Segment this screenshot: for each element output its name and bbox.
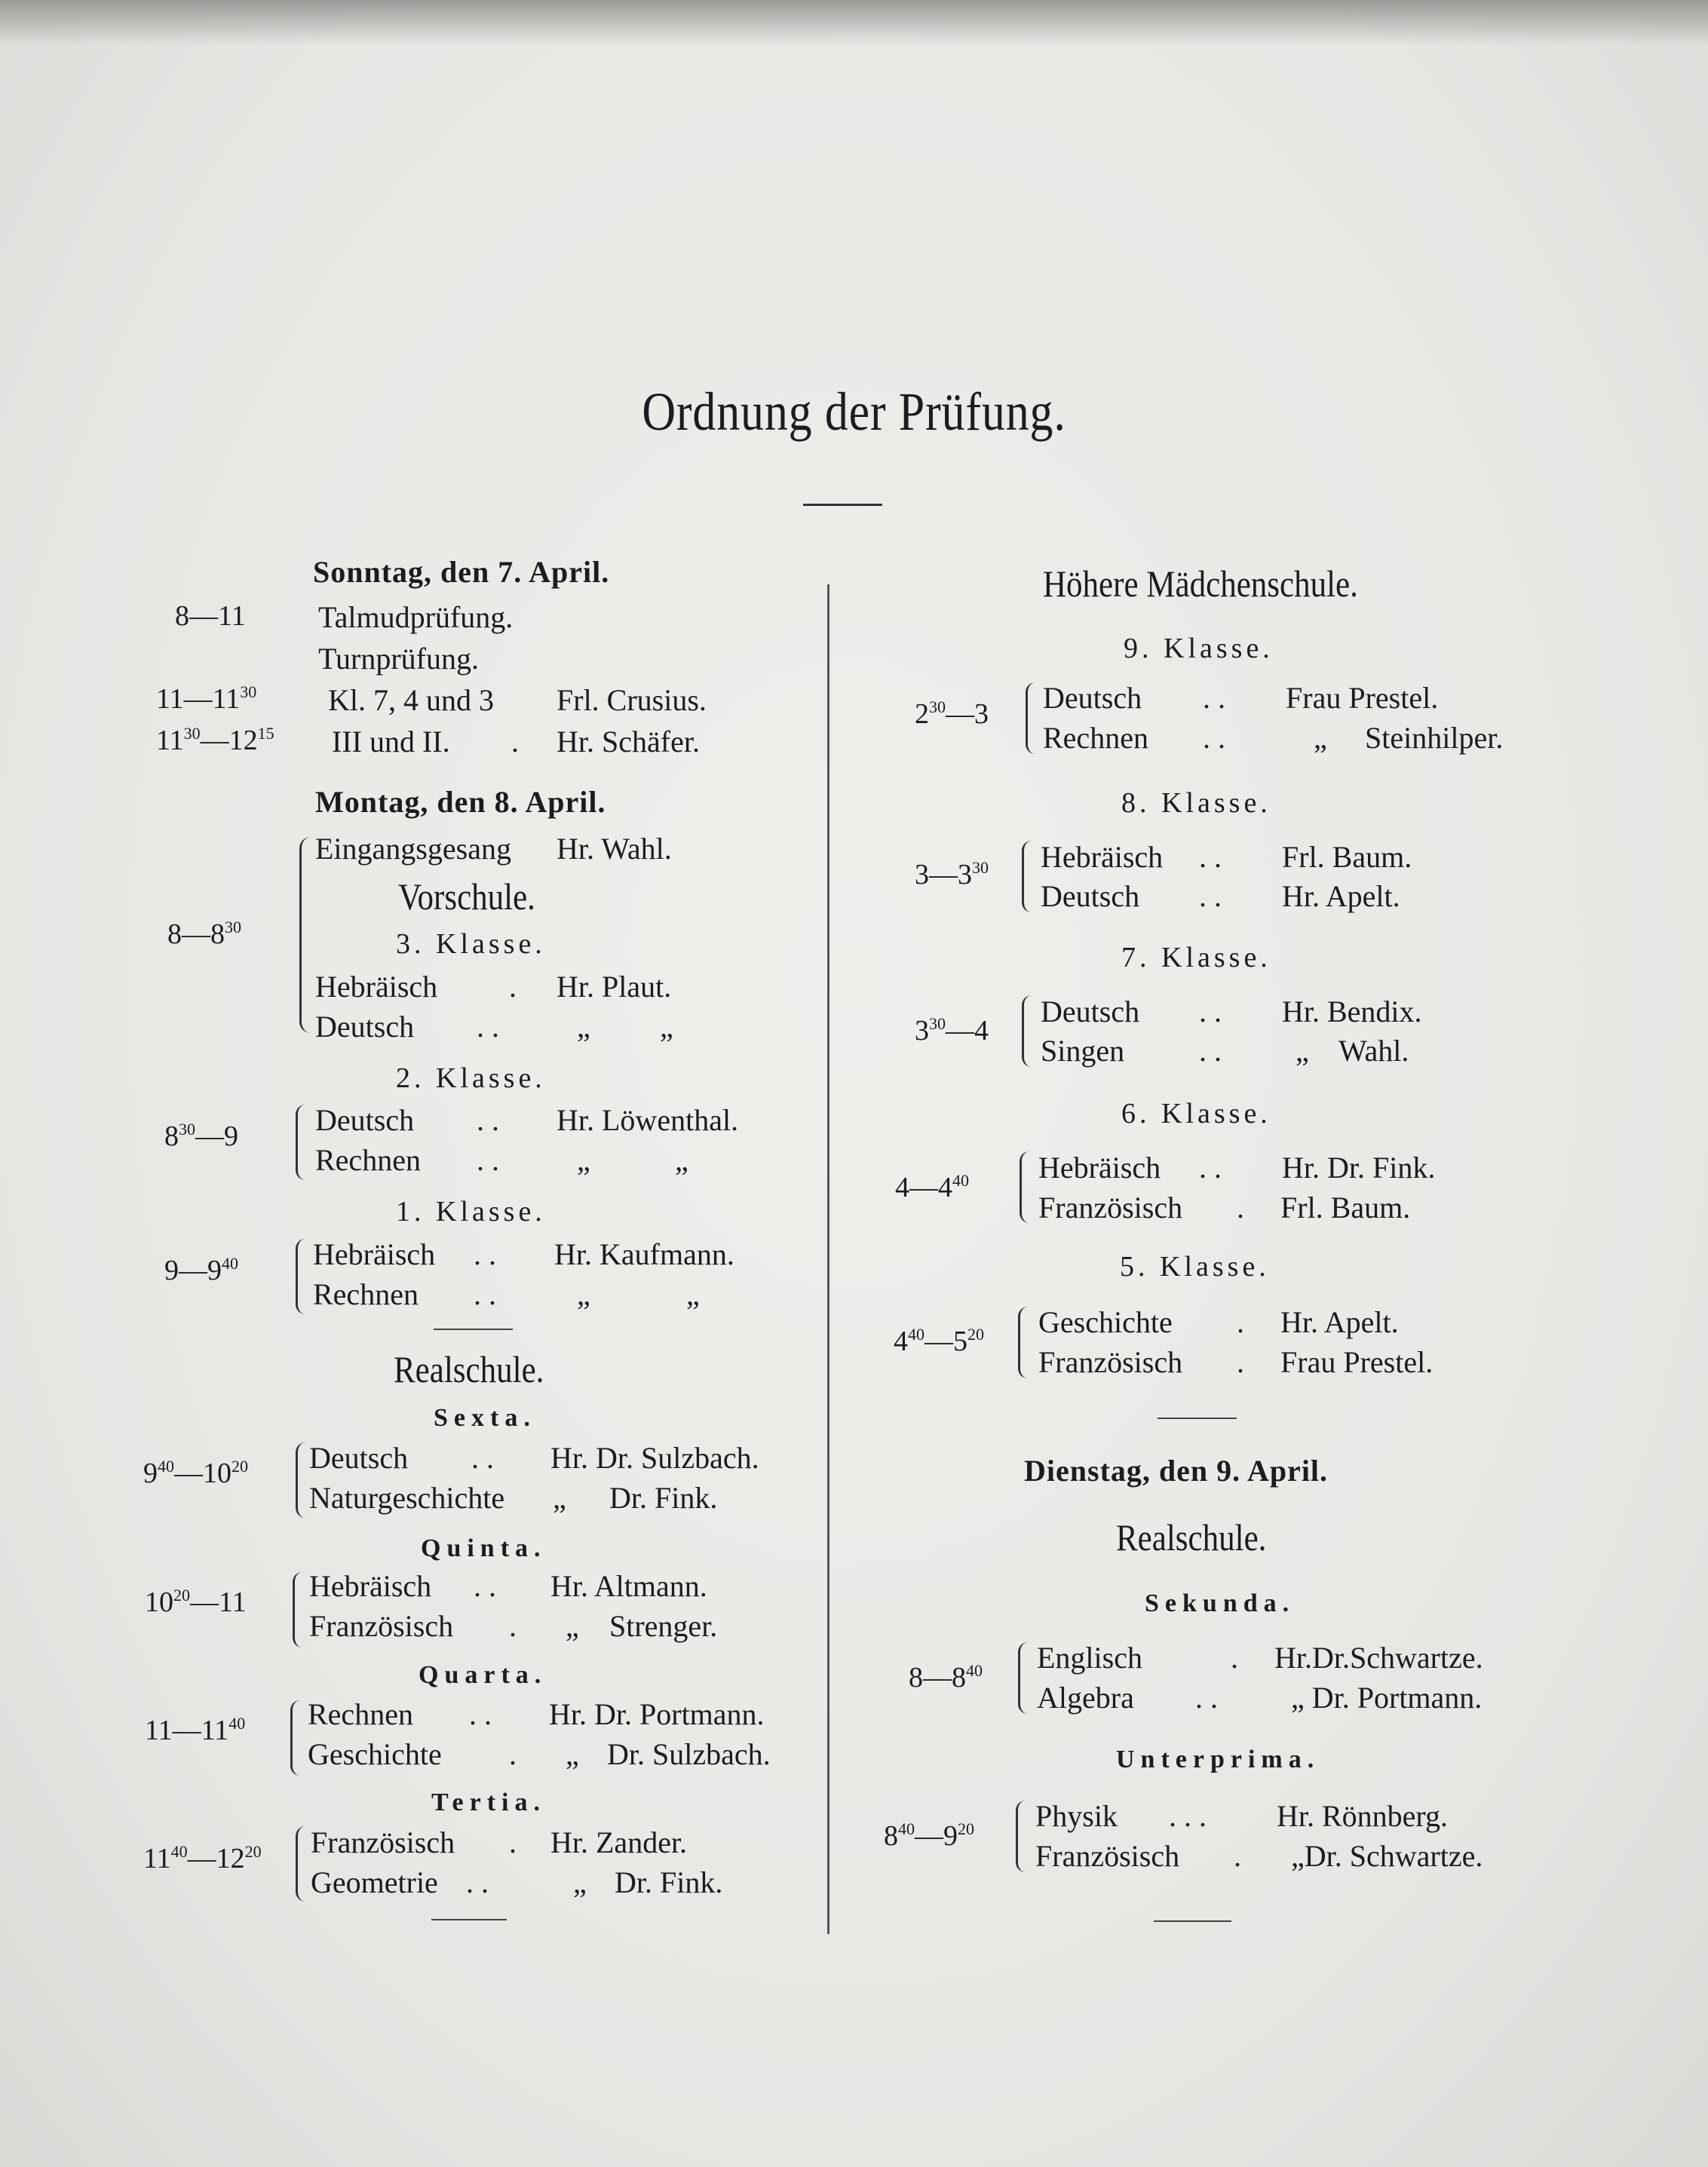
- heading-dienstag: Dienstag, den 9. April.: [1024, 1454, 1329, 1488]
- ditto-mark: „: [566, 1609, 579, 1643]
- teacher-wahl: Hr. Wahl.: [557, 832, 672, 866]
- subject-franzoesisch: Französisch: [1038, 1191, 1183, 1224]
- heading-klasse5: 5. Klasse.: [1120, 1251, 1270, 1283]
- heading-montag: Montag, den 8. April.: [315, 785, 606, 819]
- teacher-bendix: Hr. Bendix.: [1282, 995, 1422, 1028]
- subject-geschichte: Geschichte: [308, 1737, 442, 1771]
- brace-k1: [296, 1239, 305, 1314]
- brace-sekunda: [1018, 1642, 1028, 1714]
- time-quarta: $11—11^{40}$: [145, 1714, 246, 1746]
- subject-rechnen: Rechnen: [313, 1277, 419, 1311]
- subject-franzoesisch: Französisch: [1038, 1345, 1183, 1379]
- dots: .: [509, 970, 517, 1004]
- subject-deutsch: Deutsch: [1041, 879, 1140, 913]
- heading-klasse3: 3. Klasse.: [396, 928, 546, 960]
- time-unterprima: $8^{40}—9^{20}$: [884, 1819, 974, 1852]
- teacher-sulzbach: Hr. Dr. Sulzbach.: [550, 1441, 759, 1475]
- dots: . .: [466, 1865, 489, 1899]
- time-k8: $3—3^{30}$: [915, 858, 989, 890]
- dots: .: [1237, 1191, 1244, 1224]
- dots: .: [511, 725, 519, 759]
- dots: . .: [477, 1103, 499, 1137]
- dots: .: [509, 1609, 517, 1643]
- ditto-mark: „: [660, 1010, 673, 1044]
- section-rule: [431, 1919, 507, 1920]
- brace-quinta: [293, 1572, 302, 1647]
- ditto-mark: „: [1314, 721, 1327, 755]
- subject-hebraeisch: Hebräisch: [315, 970, 438, 1004]
- brace-unterprima: [1016, 1801, 1026, 1872]
- dots: . .: [1203, 681, 1225, 715]
- dots: . .: [471, 1441, 494, 1475]
- brace-k2: [296, 1105, 305, 1180]
- subject-naturgeschichte: Naturgeschichte: [309, 1481, 505, 1515]
- ditto-mark: „: [577, 1143, 590, 1177]
- section-rule: [1158, 1418, 1237, 1419]
- time-k2: $8^{30}—9$: [164, 1120, 238, 1152]
- brace-k5: [1018, 1307, 1028, 1378]
- brace-sexta: [296, 1442, 305, 1518]
- subject-eingang: Eingangsgesang: [315, 832, 511, 866]
- heading-klasse9: 9. Klasse.: [1124, 633, 1274, 664]
- column-divider: [827, 584, 829, 1934]
- teacher-apelt: Hr. Apelt.: [1280, 1305, 1399, 1339]
- teacher-apelt: Hr. Apelt.: [1282, 879, 1400, 913]
- subject-hebraeisch: Hebräisch: [309, 1569, 432, 1603]
- dots: . .: [477, 1143, 499, 1177]
- teacher-prestel: Frau Prestel.: [1286, 681, 1439, 715]
- teacher-zander: Hr. Zander.: [550, 1825, 688, 1859]
- dots: . .: [1199, 995, 1222, 1028]
- subject-iii-ii: III und II.: [332, 725, 450, 759]
- subject-deutsch: Deutsch: [315, 1010, 415, 1044]
- teacher-steinhilper: Steinhilper.: [1365, 721, 1504, 755]
- dots: .: [1237, 1305, 1244, 1339]
- time-k7: $3^{30}—4$: [915, 1014, 989, 1047]
- subject-geschichte: Geschichte: [1038, 1305, 1173, 1339]
- ditto-mark: „: [566, 1737, 579, 1771]
- subject-rechnen: Rechnen: [1043, 721, 1148, 755]
- teacher-roennberg: Hr. Rönnberg.: [1277, 1799, 1449, 1833]
- heading-sonntag: Sonntag, den 7. April.: [313, 555, 610, 589]
- ditto-mark: „: [675, 1143, 688, 1177]
- brace-tertia: [296, 1826, 305, 1902]
- teacher-fink: Dr. Fink.: [615, 1865, 723, 1899]
- dots: . .: [1199, 879, 1222, 913]
- dots: . .: [474, 1277, 496, 1311]
- teacher-plaut: Hr. Plaut.: [557, 970, 672, 1004]
- heading-quarta: Quarta.: [419, 1661, 547, 1689]
- time-quinta: $10^{20}—11$: [145, 1586, 247, 1618]
- dots: . .: [1199, 840, 1222, 874]
- page-title: Ordnung der Prüfung.: [642, 382, 1066, 442]
- dots: . .: [469, 1697, 492, 1731]
- heading-klasse1: 1. Klasse.: [396, 1196, 546, 1228]
- dots: .: [509, 1825, 517, 1859]
- time-sonntag-4: $11^{30}—12^{15}$: [156, 724, 274, 756]
- subject-rechnen: Rechnen: [308, 1697, 413, 1731]
- dots: . . .: [1169, 1799, 1207, 1833]
- heading-realschule: Realschule.: [394, 1348, 544, 1390]
- teacher-schwartze: „Dr. Schwartze.: [1291, 1839, 1483, 1873]
- brace-k8: [1022, 841, 1032, 912]
- dots: . .: [1199, 1034, 1222, 1068]
- time-sonntag-1: 8—11: [175, 600, 246, 632]
- ditto-mark: „: [573, 1865, 587, 1899]
- ditto-mark: „: [577, 1277, 590, 1311]
- ditto-mark: „: [1296, 1034, 1309, 1068]
- subject-singen: Singen: [1041, 1034, 1125, 1068]
- dots: . .: [477, 1010, 499, 1044]
- subject-englisch: Englisch: [1037, 1641, 1142, 1675]
- dots: . .: [474, 1569, 496, 1603]
- dots: .: [1237, 1345, 1244, 1379]
- top-edge-shadow: [0, 0, 1708, 45]
- subject-talmud: Talmudprüfung.: [318, 600, 514, 634]
- brace-montag: [299, 837, 311, 1033]
- dots: . .: [1195, 1681, 1218, 1715]
- teacher-portmann: „ Dr. Portmann.: [1291, 1681, 1483, 1715]
- teacher-fink: Dr. Fink.: [609, 1481, 718, 1515]
- teacher-altmann: Hr. Altmann.: [550, 1569, 707, 1603]
- subject-deutsch: Deutsch: [1041, 995, 1140, 1028]
- heading-hoehere-maedchenschule: Höhere Mädchenschule.: [1043, 562, 1358, 605]
- time-sonntag-3: $11—11^{30}$: [156, 682, 257, 715]
- teacher-sulzbach: Dr. Sulzbach.: [607, 1737, 771, 1771]
- subject-kl743: Kl. 7, 4 und 3: [328, 683, 494, 717]
- teacher-baum: Frl. Baum.: [1280, 1191, 1411, 1224]
- section-rule: [434, 1329, 513, 1330]
- heading-realschule-dienstag: Realschule.: [1116, 1516, 1267, 1559]
- teacher-schwartze: Hr.Dr.Schwartze.: [1274, 1641, 1483, 1675]
- heading-tertia: Tertia.: [431, 1788, 547, 1816]
- time-k1: $9—9^{40}$: [164, 1254, 238, 1286]
- subject-algebra: Algebra: [1037, 1681, 1134, 1715]
- heading-klasse7: 7. Klasse.: [1121, 942, 1271, 973]
- subject-franzoesisch: Französisch: [309, 1609, 454, 1643]
- heading-sekunda: Sekunda.: [1145, 1589, 1296, 1617]
- subject-hebraeisch: Hebräisch: [1041, 840, 1164, 874]
- teacher-strenger: Strenger.: [609, 1609, 718, 1643]
- subject-franzoesisch: Französisch: [311, 1825, 455, 1859]
- time-sekunda: $8—8^{40}$: [909, 1661, 983, 1693]
- teacher-baum: Frl. Baum.: [1282, 840, 1412, 874]
- subject-deutsch: Deutsch: [309, 1441, 409, 1475]
- teacher-crusius: Frl. Crusius.: [557, 683, 707, 717]
- subject-rechnen: Rechnen: [315, 1143, 421, 1177]
- time-k5: $4^{40}—5^{20}$: [894, 1325, 984, 1357]
- teacher-fink: Hr. Dr. Fink.: [1282, 1151, 1436, 1185]
- dots: .: [509, 1737, 517, 1771]
- ditto-mark: „: [553, 1481, 566, 1515]
- teacher-schaefer: Hr. Schäfer.: [557, 725, 700, 759]
- brace-quarta: [290, 1700, 300, 1776]
- dots: . .: [474, 1237, 496, 1271]
- teacher-portmann: Hr. Dr. Portmann.: [549, 1697, 765, 1731]
- time-k6: $4—4^{40}$: [895, 1171, 969, 1203]
- title-rule: [803, 504, 882, 506]
- time-tertia: $11^{40}—12^{20}$: [143, 1842, 262, 1874]
- heading-sexta: Sexta.: [434, 1404, 536, 1432]
- dots: .: [1234, 1839, 1241, 1873]
- heading-klasse8: 8. Klasse.: [1121, 787, 1271, 819]
- brace-k9: [1026, 682, 1035, 754]
- teacher-wahl: Wahl.: [1338, 1034, 1409, 1068]
- dots: . .: [1203, 721, 1225, 755]
- subject-deutsch: Deutsch: [315, 1103, 415, 1137]
- teacher-kaufmann: Hr. Kaufmann.: [554, 1237, 734, 1271]
- brace-k7: [1022, 995, 1032, 1067]
- time-sexta: $9^{40}—10^{20}$: [143, 1457, 248, 1489]
- subject-deutsch: Deutsch: [1043, 681, 1142, 715]
- subject-hebraeisch: Hebräisch: [1038, 1151, 1161, 1185]
- subject-franzoesisch: Französisch: [1035, 1839, 1180, 1873]
- brace-k6: [1020, 1151, 1029, 1223]
- dots: .: [1231, 1641, 1238, 1675]
- heading-quinta: Quinta.: [421, 1534, 547, 1562]
- section-rule: [1154, 1920, 1231, 1922]
- subject-physik: Physik: [1035, 1799, 1118, 1833]
- time-montag-block: $8—8^{30}$: [167, 918, 241, 950]
- teacher-loewenthal: Hr. Löwenthal.: [557, 1103, 739, 1137]
- subject-hebraeisch: Hebräisch: [313, 1237, 436, 1271]
- subject-geometrie: Geometrie: [311, 1865, 438, 1899]
- heading-klasse6: 6. Klasse.: [1121, 1098, 1271, 1129]
- heading-unterprima: Unterprima.: [1116, 1746, 1320, 1773]
- heading-vorschule: Vorschule.: [398, 875, 535, 918]
- time-k9: $2^{30}—3$: [915, 697, 989, 730]
- ditto-mark: „: [686, 1277, 700, 1311]
- subject-turn: Turnprüfung.: [318, 642, 479, 676]
- teacher-prestel: Frau Prestel.: [1280, 1345, 1434, 1379]
- dots: . .: [1199, 1151, 1222, 1185]
- ditto-mark: „: [577, 1010, 590, 1044]
- heading-klasse2: 2. Klasse.: [396, 1062, 546, 1094]
